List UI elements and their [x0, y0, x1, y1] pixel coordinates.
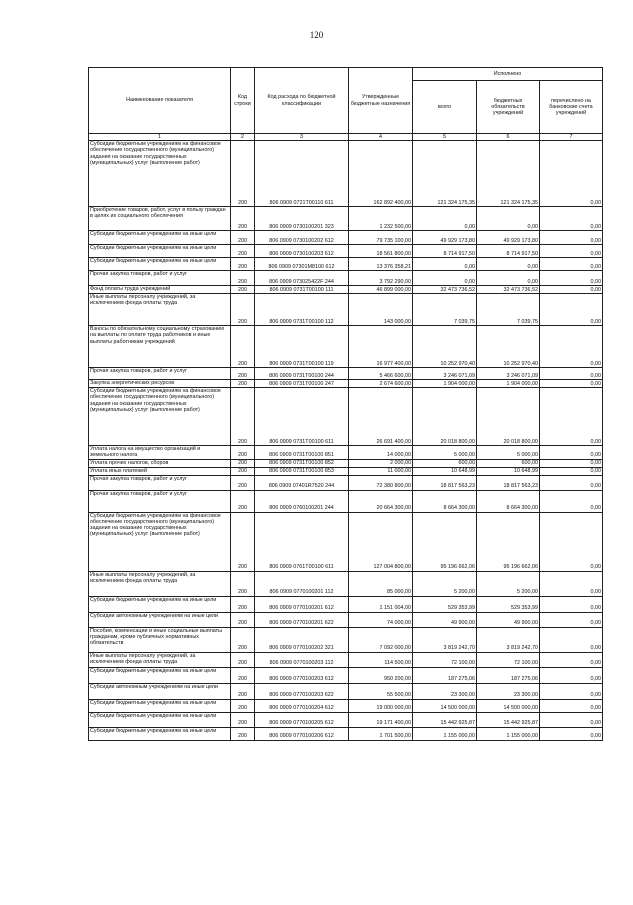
- row-name: Иные выплаты персоналу учреждений, за исключением фонда оплаты труда: [89, 571, 231, 596]
- row-name: Субсидии бюджетным учреждениям на финансовое обеспечение государственного (муниципального) задания на оказание государственных (муниципальных) услуг (выполнение работ): [89, 512, 231, 571]
- row-name: Иные выплаты персоналу учреждений, за исключением фонда оплаты труда: [89, 294, 231, 326]
- row-approved: 13 376 358,21: [349, 258, 413, 271]
- row-transferred: 0,00: [540, 490, 603, 512]
- row-transferred: 0,00: [540, 652, 603, 667]
- row-code: 200: [231, 271, 255, 286]
- row-executed-total: 1 904 000,00: [413, 380, 477, 388]
- row-approved: 1 232 500,00: [349, 207, 413, 231]
- row-name: Уплата прочих налогов, сборов: [89, 459, 231, 467]
- column-number: 5: [413, 134, 477, 141]
- row-code: 200: [231, 667, 255, 683]
- row-code: 200: [231, 627, 255, 652]
- row-name: Закупка энергетических ресурсов: [89, 380, 231, 388]
- row-budget-obligations: 0,00: [477, 207, 540, 231]
- row-kbk: 806 0909 0731Т00100 247: [255, 380, 349, 388]
- table-header: [89, 68, 603, 141]
- row-approved: 2 674 600,00: [349, 380, 413, 388]
- row-kbk: 806 0909 07401R7520 244: [255, 475, 349, 490]
- row-name: Субсидии бюджетным учреждениям на иные цели: [89, 727, 231, 740]
- row-executed-total: 95 196 662,06: [413, 512, 477, 571]
- header-kbk: Код расхода по бюджетной классификации: [255, 68, 349, 134]
- row-executed-total: 10 252 970,40: [413, 326, 477, 368]
- row-executed-total: 14 500 000,00: [413, 699, 477, 712]
- row-approved: 950 200,00: [349, 667, 413, 683]
- row-kbk: 806 0909 0770100204 612: [255, 699, 349, 712]
- row-budget-obligations: 32 473 736,52: [477, 286, 540, 294]
- row-approved: 79 735 100,00: [349, 231, 413, 245]
- row-executed-total: 32 473 736,52: [413, 286, 477, 294]
- table-row: [89, 446, 603, 460]
- row-name: Субсидии бюджетным учреждениям на финансовое обеспечение государственного (муниципального) задания на оказание государственных (муниципальных) услуг (выполнение работ): [89, 388, 231, 446]
- row-budget-obligations: 121 324 175,35: [477, 141, 540, 207]
- table-row: [89, 612, 603, 627]
- row-executed-total: 20 018 800,00: [413, 388, 477, 446]
- row-code: 200: [231, 652, 255, 667]
- row-executed-total: 600,00: [413, 459, 477, 467]
- table-row: [89, 667, 603, 683]
- row-name: Субсидии бюджетным учреждениям на иные цели: [89, 231, 231, 245]
- row-name: Уплата иных платежей: [89, 467, 231, 475]
- row-transferred: 0,00: [540, 627, 603, 652]
- table-row: [89, 459, 603, 467]
- row-executed-total: 49 900,00: [413, 612, 477, 627]
- row-name: Пособия, компенсации и иные социальные выплаты гражданам, кроме публичных нормативных обязательств: [89, 627, 231, 652]
- row-transferred: 0,00: [540, 596, 603, 612]
- column-number: 3: [255, 134, 349, 141]
- row-transferred: 0,00: [540, 245, 603, 258]
- row-name: Прочая закупка товаров, работ и услуг: [89, 271, 231, 286]
- row-transferred: 0,00: [540, 380, 603, 388]
- row-approved: 3 792 290,00: [349, 271, 413, 286]
- table-body: [89, 141, 603, 741]
- row-kbk: 806 0909 0730100201 323: [255, 207, 349, 231]
- column-number: 7: [540, 134, 603, 141]
- row-approved: 85 000,00: [349, 571, 413, 596]
- row-budget-obligations: 7 039,75: [477, 294, 540, 326]
- row-executed-total: 0,00: [413, 271, 477, 286]
- row-kbk: 806 0909 07301М8100 612: [255, 258, 349, 271]
- header-name: Наименование показателя: [89, 68, 231, 134]
- row-code: 200: [231, 141, 255, 207]
- row-kbk: 806 0909 0770100203 622: [255, 683, 349, 699]
- table-row: [89, 141, 603, 207]
- row-transferred: 0,00: [540, 368, 603, 380]
- row-executed-total: 5 000,00: [413, 446, 477, 460]
- row-kbk: 806 0909 0731Т00100 244: [255, 368, 349, 380]
- row-kbk: 806 0909 073025422F 244: [255, 271, 349, 286]
- row-code: 200: [231, 727, 255, 740]
- row-code: 200: [231, 258, 255, 271]
- row-transferred: 0,00: [540, 388, 603, 446]
- header-code: Код строки: [231, 68, 255, 134]
- row-name: Субсидии бюджетным учреждениям на иные цели: [89, 667, 231, 683]
- row-kbk: 806 0909 0770100201 612: [255, 596, 349, 612]
- row-transferred: 0,00: [540, 667, 603, 683]
- row-kbk: 806 0909 0761Т00100 611: [255, 512, 349, 571]
- header-budget-obligations: бюджетных обязательств учреждений: [477, 81, 540, 134]
- row-budget-obligations: 18 817 563,23: [477, 475, 540, 490]
- row-kbk: 806 0909 0770100206 612: [255, 727, 349, 740]
- row-name: Субсидии автономным учреждениям на иные цели: [89, 612, 231, 627]
- row-transferred: 0,00: [540, 612, 603, 627]
- table-row: [89, 388, 603, 446]
- row-transferred: 0,00: [540, 141, 603, 207]
- row-transferred: 0,00: [540, 231, 603, 245]
- row-budget-obligations: 1 155 000,00: [477, 727, 540, 740]
- row-budget-obligations: 0,00: [477, 258, 540, 271]
- row-code: 200: [231, 571, 255, 596]
- row-executed-total: 3 819 242,70: [413, 627, 477, 652]
- row-kbk: 806 0909 0731Т00100 112: [255, 294, 349, 326]
- header-total: всего: [413, 81, 477, 134]
- row-code: 200: [231, 286, 255, 294]
- row-transferred: 0,00: [540, 459, 603, 467]
- row-transferred: 0,00: [540, 699, 603, 712]
- row-name: Субсидии бюджетным учреждениям на финансовое обеспечение государственного (муниципального) задания на оказание государственных (муниципальных) услуг (выполнение работ): [89, 141, 231, 207]
- row-approved: 19 000 000,00: [349, 699, 413, 712]
- row-executed-total: 1 155 000,00: [413, 727, 477, 740]
- row-executed-total: 187 275,06: [413, 667, 477, 683]
- table-row: [89, 627, 603, 652]
- table-row: [89, 490, 603, 512]
- page-number: 120: [309, 30, 324, 40]
- row-code: 200: [231, 245, 255, 258]
- row-code: 200: [231, 446, 255, 460]
- row-approved: 11 000,00: [349, 467, 413, 475]
- row-name: Прочая закупка товаров, работ и услуг: [89, 368, 231, 380]
- row-budget-obligations: 15 442 925,87: [477, 712, 540, 727]
- row-transferred: 0,00: [540, 683, 603, 699]
- row-approved: 46 899 000,00: [349, 286, 413, 294]
- row-transferred: 0,00: [540, 512, 603, 571]
- row-executed-total: 0,00: [413, 258, 477, 271]
- row-code: 200: [231, 467, 255, 475]
- row-budget-obligations: 0,00: [477, 271, 540, 286]
- table-row: [89, 326, 603, 368]
- row-transferred: 0,00: [540, 258, 603, 271]
- row-budget-obligations: 23 300,00: [477, 683, 540, 699]
- row-executed-total: 3 246 071,09: [413, 368, 477, 380]
- row-budget-obligations: 49 929 173,80: [477, 231, 540, 245]
- row-executed-total: 49 929 173,80: [413, 231, 477, 245]
- row-name: Фонд оплаты труда учреждений: [89, 286, 231, 294]
- row-approved: 18 561 800,00: [349, 245, 413, 258]
- table-row: [89, 683, 603, 699]
- row-code: 200: [231, 380, 255, 388]
- row-budget-obligations: 95 196 662,06: [477, 512, 540, 571]
- table-row: [89, 245, 603, 258]
- table-row: [89, 231, 603, 245]
- row-executed-total: 8 714 917,50: [413, 245, 477, 258]
- row-code: 200: [231, 699, 255, 712]
- row-code: 200: [231, 368, 255, 380]
- row-budget-obligations: 8 714 917,50: [477, 245, 540, 258]
- row-approved: 55 500,00: [349, 683, 413, 699]
- row-approved: 74 000,00: [349, 612, 413, 627]
- table-row: [89, 294, 603, 326]
- row-code: 200: [231, 512, 255, 571]
- row-kbk: 806 0909 0730100202 612: [255, 231, 349, 245]
- budget-execution-table: [88, 67, 603, 741]
- row-executed-total: 7 039,75: [413, 294, 477, 326]
- row-name: Уплата налога на имущество организаций и земельного налога: [89, 446, 231, 460]
- row-name: Субсидии бюджетным учреждениям на иные цели: [89, 258, 231, 271]
- row-executed-total: 121 324 175,35: [413, 141, 477, 207]
- row-code: 200: [231, 326, 255, 368]
- table-row: [89, 712, 603, 727]
- table-row: [89, 207, 603, 231]
- row-name: Иные выплаты персоналу учреждений, за исключением фонда оплаты труда: [89, 652, 231, 667]
- row-transferred: 0,00: [540, 286, 603, 294]
- row-kbk: 806 0909 0731Т00100 852: [255, 459, 349, 467]
- row-kbk: 806 0909 0770100205 612: [255, 712, 349, 727]
- row-transferred: 0,00: [540, 467, 603, 475]
- row-kbk: 806 0909 0770100203 112: [255, 652, 349, 667]
- column-number-row: [89, 134, 603, 141]
- row-budget-obligations: 3 246 071,09: [477, 368, 540, 380]
- row-transferred: 0,00: [540, 446, 603, 460]
- row-kbk: 806 0909 0731Т00100 119: [255, 326, 349, 368]
- row-transferred: 0,00: [540, 727, 603, 740]
- row-name: Прочая закупка товаров, работ и услуг: [89, 475, 231, 490]
- row-code: 200: [231, 459, 255, 467]
- row-budget-obligations: 49 900,00: [477, 612, 540, 627]
- row-kbk: 806 0909 0760100201 244: [255, 490, 349, 512]
- row-budget-obligations: 5 200,00: [477, 571, 540, 596]
- row-budget-obligations: 10 252 970,40: [477, 326, 540, 368]
- table-row: [89, 286, 603, 294]
- row-code: 200: [231, 596, 255, 612]
- row-approved: 16 977 400,00: [349, 326, 413, 368]
- row-approved: 1 701 500,00: [349, 727, 413, 740]
- column-number: 2: [231, 134, 255, 141]
- row-approved: 19 171 400,00: [349, 712, 413, 727]
- table-row: [89, 271, 603, 286]
- table-row: [89, 380, 603, 388]
- column-number: 6: [477, 134, 540, 141]
- row-budget-obligations: 529 353,99: [477, 596, 540, 612]
- row-code: 200: [231, 490, 255, 512]
- row-name: Приобретение товаров, работ, услуг в пользу граждан в целях их социального обеспечения: [89, 207, 231, 231]
- row-executed-total: 529 353,99: [413, 596, 477, 612]
- table-row: [89, 258, 603, 271]
- row-code: 200: [231, 207, 255, 231]
- row-name: Субсидии автономным учреждениям на иные цели: [89, 683, 231, 699]
- row-approved: 162 892 400,00: [349, 141, 413, 207]
- row-kbk: 806 0909 0770100201 622: [255, 612, 349, 627]
- column-number: 4: [349, 134, 413, 141]
- row-kbk: 806 0909 0731Т00100 853: [255, 467, 349, 475]
- row-kbk: 806 0909 0731Т00100 611: [255, 388, 349, 446]
- row-executed-total: 10 648,99: [413, 467, 477, 475]
- table-row: [89, 699, 603, 712]
- row-approved: 5 466 600,00: [349, 368, 413, 380]
- row-kbk: 806 0909 0770100203 612: [255, 667, 349, 683]
- row-approved: 72 380 800,00: [349, 475, 413, 490]
- row-code: 200: [231, 712, 255, 727]
- row-code: 200: [231, 683, 255, 699]
- row-approved: 20 664 300,00: [349, 490, 413, 512]
- row-name: Взносы по обязательному социальному страхованию на выплаты по оплате труда работников и иные выплаты работникам учреждений: [89, 326, 231, 368]
- row-executed-total: 18 817 563,23: [413, 475, 477, 490]
- row-budget-obligations: 72 100,00: [477, 652, 540, 667]
- row-code: 200: [231, 612, 255, 627]
- row-name: Прочая закупка товаров, работ и услуг: [89, 490, 231, 512]
- row-transferred: 0,00: [540, 207, 603, 231]
- row-approved: 127 004 800,00: [349, 512, 413, 571]
- row-approved: 2 000,00: [349, 459, 413, 467]
- row-code: 200: [231, 388, 255, 446]
- row-transferred: 0,00: [540, 326, 603, 368]
- row-name: Субсидии бюджетным учреждениям на иные цели: [89, 699, 231, 712]
- table-row: [89, 467, 603, 475]
- row-transferred: 0,00: [540, 712, 603, 727]
- row-budget-obligations: 14 500 000,00: [477, 699, 540, 712]
- row-budget-obligations: 10 648,99: [477, 467, 540, 475]
- row-code: 200: [231, 294, 255, 326]
- row-approved: 26 691 400,00: [349, 388, 413, 446]
- row-budget-obligations: 600,00: [477, 459, 540, 467]
- row-executed-total: 5 200,00: [413, 571, 477, 596]
- row-kbk: 806 0909 0731Т00100 111: [255, 286, 349, 294]
- table-row: [89, 368, 603, 380]
- row-name: Субсидии бюджетным учреждениям на иные цели: [89, 712, 231, 727]
- row-executed-total: 72 100,00: [413, 652, 477, 667]
- row-transferred: 0,00: [540, 271, 603, 286]
- row-transferred: 0,00: [540, 294, 603, 326]
- row-budget-obligations: 187 275,06: [477, 667, 540, 683]
- column-number: 1: [89, 134, 231, 141]
- row-kbk: 806 0909 0721Т00110 611: [255, 141, 349, 207]
- header-executed: Исполнено: [413, 68, 603, 81]
- row-transferred: 0,00: [540, 475, 603, 490]
- header-transferred: перечислено на банковские счета учреждений: [540, 81, 603, 134]
- row-executed-total: 23 300,00: [413, 683, 477, 699]
- row-kbk: 806 0909 0731Т00100 851: [255, 446, 349, 460]
- row-approved: 1 151 004,00: [349, 596, 413, 612]
- row-name: Субсидии бюджетным учреждениям на иные цели: [89, 596, 231, 612]
- row-name: Субсидии бюджетным учреждениям на иные цели: [89, 245, 231, 258]
- row-code: 200: [231, 475, 255, 490]
- table-row: [89, 727, 603, 740]
- row-approved: 143 000,00: [349, 294, 413, 326]
- table-row: [89, 475, 603, 490]
- row-approved: 114 500,00: [349, 652, 413, 667]
- row-executed-total: 8 664 300,00: [413, 490, 477, 512]
- row-kbk: 806 0909 0770100202 321: [255, 627, 349, 652]
- row-approved: 14 000,00: [349, 446, 413, 460]
- row-executed-total: 15 442 925,87: [413, 712, 477, 727]
- table-row: [89, 652, 603, 667]
- table-row: [89, 512, 603, 571]
- table-row: [89, 596, 603, 612]
- row-approved: 7 092 000,00: [349, 627, 413, 652]
- row-transferred: 0,00: [540, 571, 603, 596]
- table-row: [89, 571, 603, 596]
- row-kbk: 806 0909 0770100201 112: [255, 571, 349, 596]
- row-budget-obligations: 1 904 000,00: [477, 380, 540, 388]
- header-approved: Утвержденные бюджетные назначения: [349, 68, 413, 134]
- row-executed-total: 0,00: [413, 207, 477, 231]
- row-budget-obligations: 5 000,00: [477, 446, 540, 460]
- row-budget-obligations: 20 018 800,00: [477, 388, 540, 446]
- row-budget-obligations: 8 664 300,00: [477, 490, 540, 512]
- row-budget-obligations: 3 819 242,70: [477, 627, 540, 652]
- row-kbk: 806 0909 0730100203 612: [255, 245, 349, 258]
- row-code: 200: [231, 231, 255, 245]
